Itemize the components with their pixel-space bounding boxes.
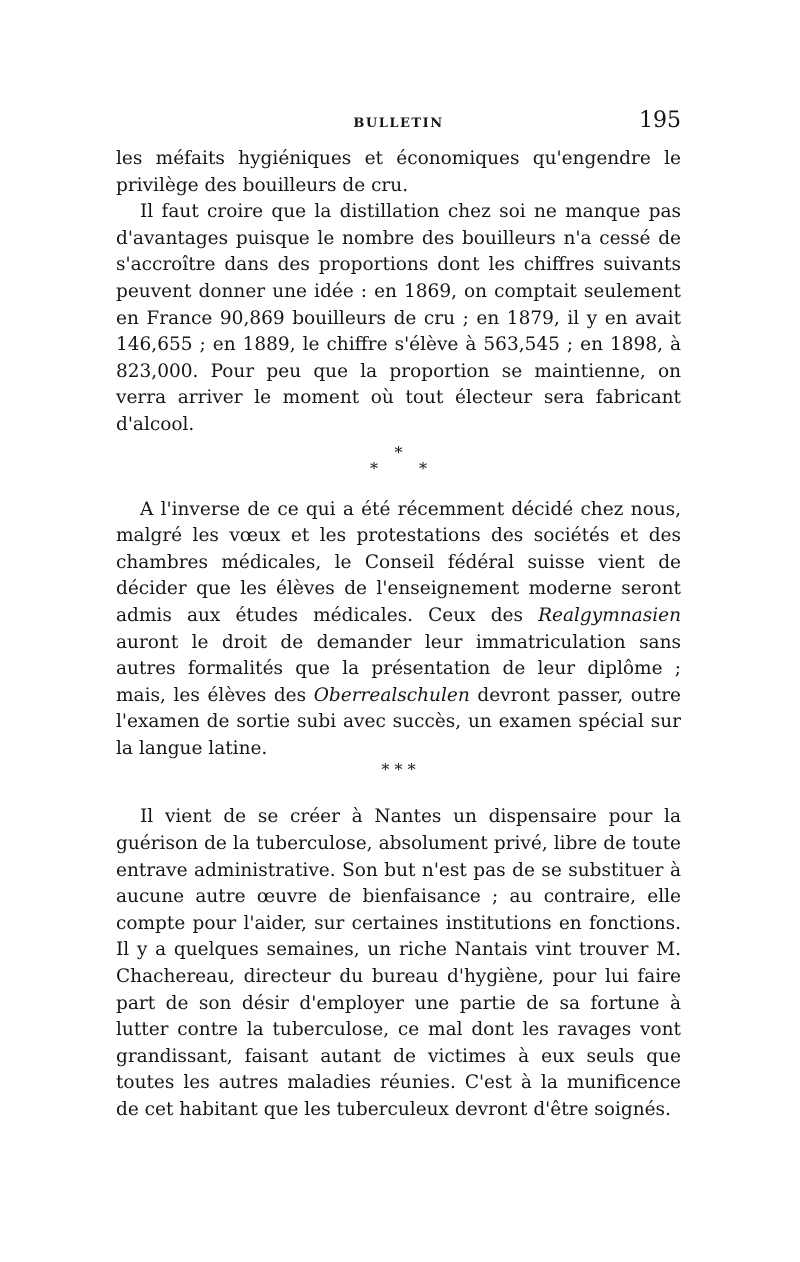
book-page xyxy=(116,108,681,1124)
paragraph-conseil-federal xyxy=(116,497,681,763)
section-separator-asterism-inline xyxy=(116,762,681,792)
paragraph-text-start: A l'inverse de ce qui a été récemment décidé chez nous, malgré les vœux et les protestations des sociétés et des chambres médicales, le Conseil fédéral suisse vient de décider que les élèves de l'enseignement moderne seront admis aux études médicales. Ceux des xyxy=(116,498,681,626)
page-number: 195 xyxy=(639,108,681,133)
asterism-top: * xyxy=(394,442,403,462)
paragraph-text-end: devront passer, outre l'examen de sortie subi avec succès, un examen spécial sur la langue latine. xyxy=(116,684,681,759)
paragraph-dispensaire-nantes: Il vient de se créer à Nantes un dispensaire pour la guérison de la tuberculose, absolument privé, libre de toute entrave administrative. Son but n'est pas de se substituer à aucune autre œuvre de bienfaisance ; au contraire, elle compte pour l'aider, sur certaines institutions en fonctions. Il y a quelques semaines, un riche Nantais vint trouver M. Chachereau, directeur du bureau d'hygiène, pour lui faire part de son désir d'employer une partie de sa fortune à lutter contre la tuberculose, ce mal dont les ravages vont grandissant, faisant autant de victimes à eux seuls que toutes les autres maladies réunies. C'est à la munificence de cet habitant que les tuberculeux devront d'être soignés. xyxy=(116,806,681,1120)
asterism-bottom: * * xyxy=(369,458,446,478)
paragraph-continuation: les méfaits hygiéniques et économiques qu'engendre le privilège des bouilleurs de cru. xyxy=(116,148,681,196)
paragraph-bouilleurs: Il faut croire que la distillation chez soi ne manque pas d'avantages puisque le nombre des bouilleurs n'a cessé de s'accroître dans des proportions dont les chiffres suivants peuvent donner une idée : en 1869, on comptait seulement en France 90,869 bouilleurs de cru ; en 1879, il y en avait 146,655 ; en 1889, le chiffre s'élève à 563,545 ; en 1898, à 823,000. Pour peu que la proportion se maintienne, on verra arriver le moment où tout électeur sera fabricant d'alcool. xyxy=(116,201,681,435)
running-title: BULLETIN xyxy=(353,116,444,131)
section-separator-asterism xyxy=(116,439,681,491)
term-oberrealschulen: Oberrealschulen xyxy=(313,684,470,706)
term-realgymnasien: Realgymnasien xyxy=(538,604,681,626)
asterism-inline: * * * xyxy=(381,760,416,780)
paragraph-text-middle: auront le droit de demander leur immatriculation sans autres formalités que la présentation de leur diplôme ; mais, les élèves des xyxy=(116,631,681,706)
page-header xyxy=(116,108,681,146)
